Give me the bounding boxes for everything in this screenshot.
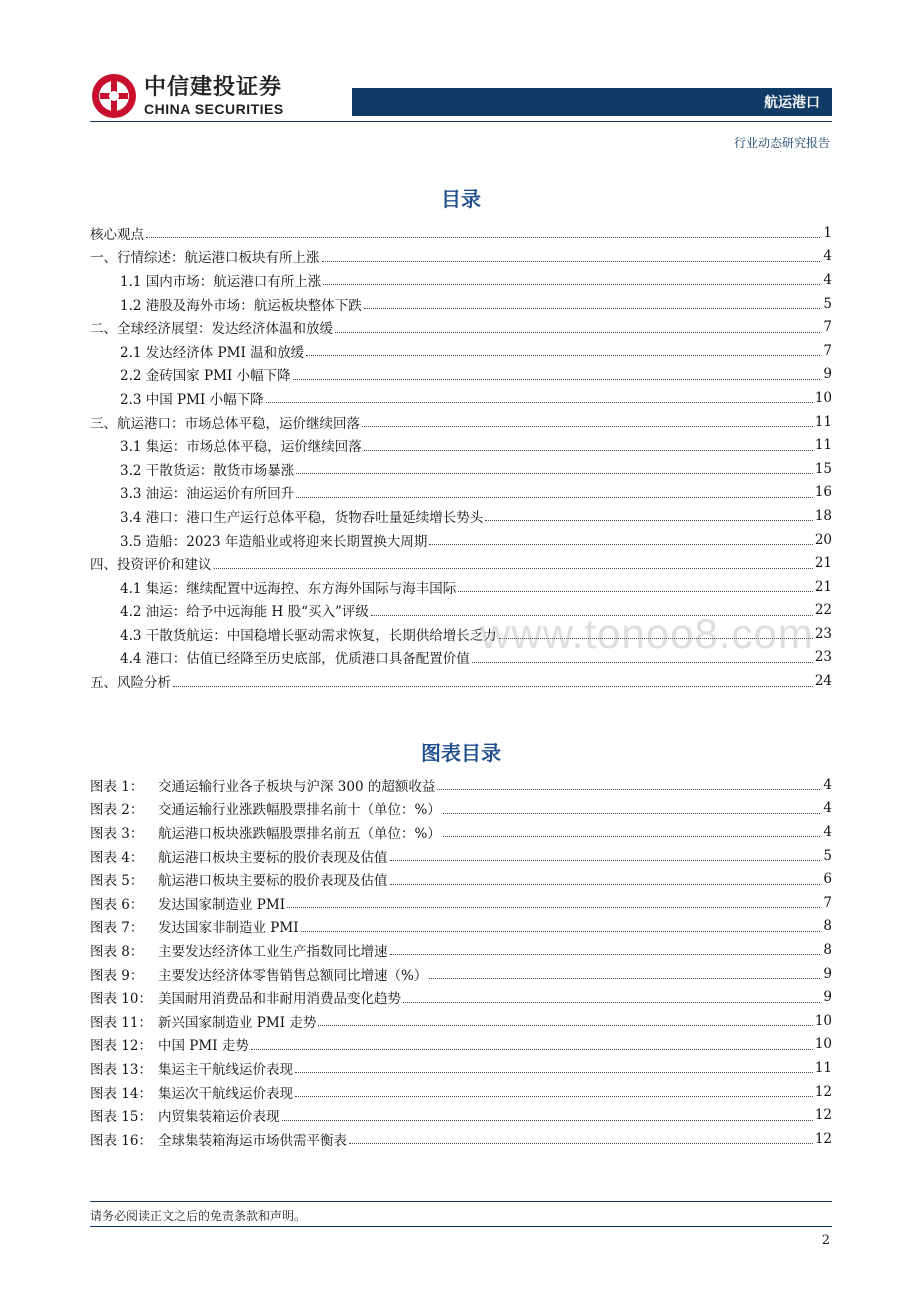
dot-leader	[295, 1072, 813, 1073]
toc-entry-page: 11	[814, 437, 832, 454]
toc-entry-text: 三、航运港口：市场总体平稳，运价继续回落	[90, 415, 360, 432]
toc-entry-text: 1.2 港股及海外市场：航运板块整体下跌	[120, 297, 362, 314]
watermark: www.tonoo8.com	[480, 610, 814, 657]
figure-entry-label: 图表 8：	[90, 943, 144, 960]
report-type: 行业动态研究报告	[733, 136, 830, 150]
toc-entry-text: 2.2 金砖国家 PMI 小幅下降	[120, 368, 291, 385]
toc-entry-page: 20	[814, 531, 832, 548]
figure-entry-page: 12	[814, 1130, 832, 1147]
toc-entry-page: 7	[823, 342, 832, 359]
figure-entry-text: 航运港口板块主要标的股价表现及估值	[158, 873, 388, 890]
figure-entry-page: 12	[814, 1083, 832, 1100]
figure-entry-text: 主要发达经济体零售销售总额同比增速（%）	[158, 967, 428, 984]
header-divider	[90, 121, 832, 122]
figure-entry-label: 图表 7：	[90, 920, 144, 937]
dot-leader	[282, 1120, 813, 1121]
dot-leader	[322, 261, 821, 262]
sector-banner	[352, 88, 832, 116]
toc-entry-page: 16	[814, 484, 832, 501]
figure-entry[interactable]	[90, 1009, 832, 1033]
dot-leader	[251, 1049, 813, 1050]
figure-entry-page: 7	[823, 894, 832, 911]
figure-entry-page: 12	[814, 1107, 832, 1124]
dot-leader	[173, 686, 813, 687]
toc-entry[interactable]	[90, 551, 832, 575]
toc-entry[interactable]	[90, 268, 832, 292]
figure-entry-text: 主要发达经济体工业生产指数同比增速	[158, 943, 388, 960]
toc-entry-page: 23	[814, 649, 832, 666]
dot-leader	[390, 954, 821, 955]
dot-leader	[295, 1096, 813, 1097]
figure-entry-page: 8	[823, 918, 832, 935]
toc-entry-page: 23	[814, 625, 832, 642]
toc-entry-text: 二、全球经济展望：发达经济体温和放缓	[90, 321, 333, 338]
toc-entry-page: 21	[814, 578, 832, 595]
figure-entry-page: 9	[823, 989, 832, 1006]
figure-entry[interactable]	[90, 938, 832, 962]
figure-entry-page: 9	[823, 965, 832, 982]
logo-chinese-name: 中信建投证券	[144, 75, 283, 100]
figure-entry-page: 6	[823, 871, 832, 888]
toc-entry-text: 3.4 港口：港口生产运行总体平稳，货物吞吐量延续增长势头	[120, 509, 484, 526]
toc-entry[interactable]	[90, 457, 832, 481]
dot-leader	[349, 1143, 813, 1144]
figure-entry-label: 图表 9：	[90, 967, 144, 984]
figures-list	[90, 773, 832, 1151]
toc-entry-page: 21	[814, 555, 832, 572]
toc-title: 目录	[441, 187, 481, 211]
toc-entry-text: 4.3 干散货航运：中国稳增长驱动需求恢复，长期供给增长乏力	[120, 627, 497, 644]
figure-entry[interactable]	[90, 915, 832, 939]
figure-entry[interactable]	[90, 891, 832, 915]
figure-entry[interactable]	[90, 797, 832, 821]
dot-leader	[301, 931, 820, 932]
toc-entry-page: 24	[814, 673, 832, 690]
figure-entry[interactable]	[90, 1127, 832, 1151]
figure-entry-page: 10	[814, 1012, 832, 1029]
toc-entry-text: 4.2 油运：给予中远海能 H 股“买入”评级	[120, 604, 369, 621]
disclaimer-note: 请务必阅读正文之后的免责条款和声明。	[90, 1209, 307, 1223]
figures-toc-title: 图表目录	[421, 741, 501, 765]
toc-entry-text: 3.2 干散货运：散货市场暴涨	[120, 462, 295, 479]
dot-leader	[403, 1002, 820, 1003]
figure-entry-page: 10	[814, 1036, 832, 1053]
figure-entry-page: 4	[823, 776, 832, 793]
dot-leader	[472, 662, 813, 663]
figure-entry-text: 集运次干航线运价表现	[158, 1085, 293, 1102]
page-number: 2	[821, 1233, 830, 1248]
figure-entry-text: 发达国家非制造业 PMI	[158, 920, 299, 937]
toc-entry-page: 18	[814, 507, 832, 524]
toc-entry[interactable]	[90, 386, 832, 410]
figure-entry[interactable]	[90, 844, 832, 868]
figure-entry-text: 中国 PMI 走势	[158, 1038, 249, 1055]
dot-leader	[306, 355, 820, 356]
toc-entry[interactable]	[90, 504, 832, 528]
toc-entry[interactable]	[90, 410, 832, 434]
toc-entry[interactable]	[90, 245, 832, 269]
dot-leader	[362, 426, 813, 427]
dot-leader	[364, 450, 813, 451]
dot-leader	[214, 568, 813, 569]
dot-leader	[323, 284, 820, 285]
figure-entry[interactable]	[90, 1033, 832, 1057]
toc-entry[interactable]	[90, 481, 832, 505]
toc-entry[interactable]	[90, 669, 832, 693]
dot-leader	[429, 978, 820, 979]
dot-leader	[287, 907, 820, 908]
toc-entry-text: 1.1 国内市场：航运港口有所上涨	[120, 273, 322, 290]
figure-entry-page: 8	[823, 941, 832, 958]
figure-entry-text: 美国耐用消费品和非耐用消费品变化趋势	[158, 991, 401, 1008]
figure-entry[interactable]	[90, 867, 832, 891]
figure-entry-text: 航运港口板块涨跌幅股票排名前五（单位：%）	[158, 825, 441, 842]
figure-entry-page: 4	[823, 800, 832, 817]
dot-leader	[443, 836, 820, 837]
dot-leader	[429, 544, 812, 545]
toc-entry-text: 2.3 中国 PMI 小幅下降	[120, 391, 264, 408]
footer-divider-bottom	[90, 1226, 832, 1227]
figure-entry[interactable]	[90, 1080, 832, 1104]
toc-entry[interactable]	[90, 292, 832, 316]
dot-leader	[293, 379, 820, 380]
toc-entry-page: 22	[814, 602, 832, 619]
dot-leader	[437, 789, 820, 790]
dot-leader	[458, 591, 813, 592]
sector-label: 航运港口	[764, 95, 820, 111]
toc-entry[interactable]	[90, 363, 832, 387]
toc-entry[interactable]	[90, 221, 832, 245]
toc-entry-page: 4	[823, 248, 832, 265]
logo-english-name: CHINA SECURITIES	[144, 101, 284, 117]
company-logo	[90, 66, 350, 126]
toc-entry-page: 5	[823, 295, 832, 312]
toc-entry[interactable]	[90, 339, 832, 363]
toc-entry-text: 四、投资评价和建议	[90, 557, 212, 574]
toc-entry[interactable]	[90, 315, 832, 339]
toc-entry-text: 4.4 港口：估值已经降至历史底部，优质港口具备配置价值	[120, 651, 470, 668]
toc-entry-text: 2.1 发达经济体 PMI 温和放缓	[120, 344, 305, 361]
toc-entry-page: 10	[814, 389, 832, 406]
toc-entry-text: 4.1 集运：继续配置中远海控、东方海外国际与海丰国际	[120, 580, 457, 597]
dot-leader	[485, 520, 813, 521]
toc-entry-page: 4	[823, 271, 832, 288]
figure-entry-label: 图表 10：	[90, 991, 152, 1008]
toc-entry[interactable]	[90, 528, 832, 552]
toc-entry-page: 1	[823, 224, 832, 241]
figure-entry-text: 内贸集装箱运价表现	[158, 1109, 280, 1126]
figure-entry-label: 图表 3：	[90, 825, 144, 842]
figure-entry-label: 图表 13：	[90, 1061, 152, 1078]
china-securities-logo-icon	[90, 72, 138, 120]
figure-entry-page: 4	[823, 823, 832, 840]
figure-entry-label: 图表 1：	[90, 778, 144, 795]
figure-entry[interactable]	[90, 1056, 832, 1080]
dot-leader	[443, 813, 820, 814]
figure-entry[interactable]	[90, 1103, 832, 1127]
figure-entry[interactable]	[90, 773, 832, 797]
dot-leader	[266, 402, 813, 403]
dot-leader	[364, 308, 820, 309]
figure-entry-label: 图表 5：	[90, 873, 144, 890]
dot-leader	[390, 884, 821, 885]
footer-divider	[90, 1201, 832, 1202]
figure-entry-label: 图表 14：	[90, 1085, 152, 1102]
dot-leader	[390, 860, 821, 861]
toc-entry-text: 核心观点	[90, 226, 144, 243]
figure-entry[interactable]	[90, 962, 832, 986]
toc-entry-page: 7	[823, 319, 832, 336]
figure-entry-label: 图表 2：	[90, 802, 144, 819]
figure-entry-text: 交通运输行业各子板块与沪深 300 的超额收益	[158, 778, 436, 795]
toc-entry-page: 15	[814, 460, 832, 477]
figure-entry[interactable]	[90, 820, 832, 844]
figure-entry-label: 图表 6：	[90, 896, 144, 913]
figure-entry-label: 图表 4：	[90, 849, 144, 866]
figure-entry-text: 集运主干航线运价表现	[158, 1061, 293, 1078]
figure-entry-text: 交通运输行业涨跌幅股票排名前十（单位：%）	[158, 802, 441, 819]
figure-entry-label: 图表 12：	[90, 1038, 152, 1055]
toc-entry-text: 3.5 造船：2023 年造船业或将迎来长期置换大周期	[120, 533, 428, 550]
figure-entry-text: 全球集装箱海运市场供需平衡表	[158, 1132, 347, 1149]
figure-entry-label: 图表 15：	[90, 1109, 152, 1126]
toc-entry[interactable]	[90, 575, 832, 599]
page-header	[0, 0, 920, 160]
dot-leader	[146, 237, 820, 238]
toc-entry[interactable]	[90, 433, 832, 457]
toc-entry-page: 11	[814, 413, 832, 430]
figure-entry[interactable]	[90, 985, 832, 1009]
figure-entry-page: 11	[814, 1059, 832, 1076]
toc-entry-page: 9	[823, 366, 832, 383]
toc-entry-text: 五、风险分析	[90, 675, 171, 692]
toc-entry-text: 3.3 油运：油运运价有所回升	[120, 486, 295, 503]
figure-entry-label: 图表 11：	[90, 1014, 152, 1031]
dot-leader	[318, 1025, 812, 1026]
toc-entry-text: 3.1 集运：市场总体平稳，运价继续回落	[120, 439, 362, 456]
dot-leader	[296, 497, 813, 498]
figure-entry-text: 新兴国家制造业 PMI 走势	[158, 1014, 317, 1031]
figure-entry-text: 航运港口板块主要标的股价表现及估值	[158, 849, 388, 866]
dot-leader	[335, 332, 820, 333]
toc-entry-text: 一、行情综述：航运港口板块有所上涨	[90, 250, 320, 267]
figure-entry-text: 发达国家制造业 PMI	[158, 896, 286, 913]
dot-leader	[296, 473, 813, 474]
figure-entry-label: 图表 16：	[90, 1132, 152, 1149]
figure-entry-page: 5	[823, 847, 832, 864]
